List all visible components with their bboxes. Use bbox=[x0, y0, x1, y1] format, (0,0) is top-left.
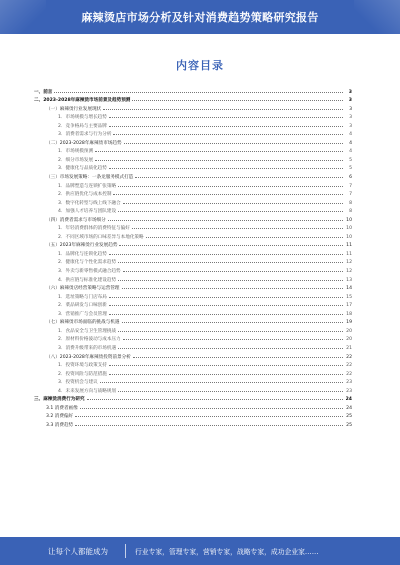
footer-slogan: 让每个人都能成为 bbox=[48, 547, 108, 556]
toc-entry-label: 2．不同区域市场的口味差异与本地化策略 bbox=[58, 234, 144, 240]
toc-entry-label: 1．选址策略与门店布局 bbox=[58, 294, 107, 300]
toc-dot-leader bbox=[123, 270, 343, 272]
toc-entry[interactable] bbox=[34, 317, 352, 326]
toc-entry-page: 12 bbox=[346, 269, 352, 275]
toc-entry-label: 3．健康化与品质化趋势 bbox=[58, 166, 107, 172]
toc-dot-leader bbox=[113, 193, 343, 195]
toc-dot-leader bbox=[122, 321, 343, 323]
toc-dot-leader bbox=[100, 381, 343, 383]
toc-entry-page: 3 bbox=[349, 106, 352, 112]
toc-entry-label: 2．原材料价格波动与成本压力 bbox=[58, 337, 121, 343]
toc-dot-leader bbox=[124, 142, 343, 144]
toc-entry[interactable] bbox=[34, 360, 352, 369]
toc-dot-leader bbox=[95, 150, 343, 152]
toc-entry-page: 13 bbox=[346, 277, 352, 283]
toc-entry[interactable] bbox=[34, 240, 352, 249]
report-header bbox=[0, 0, 400, 34]
toc-entry-label: 3．消费升级带来的市场机遇 bbox=[58, 345, 117, 351]
page-footer bbox=[0, 537, 400, 565]
toc-entry[interactable] bbox=[34, 171, 352, 180]
toc-entry-label: （五）2023年麻辣烫行业发展趋势 bbox=[46, 243, 118, 249]
toc-dot-leader bbox=[118, 210, 343, 212]
toc-dot-leader bbox=[118, 390, 343, 392]
toc-entry-page: 3 bbox=[348, 98, 352, 104]
toc-dot-leader bbox=[146, 236, 343, 238]
toc-entry-label: 4．加强人才培养与团队建设 bbox=[58, 209, 117, 215]
toc-dot-leader bbox=[123, 338, 343, 340]
toc-entry-label: 3．外卖与新零售模式融合趋势 bbox=[58, 269, 121, 275]
toc-entry[interactable] bbox=[34, 257, 352, 266]
toc-entry[interactable] bbox=[34, 197, 352, 206]
toc-entry-label: 2．健康化与个性化需求趋势 bbox=[58, 260, 117, 266]
toc-dot-leader bbox=[109, 125, 343, 127]
toc-entry-label: 1．年轻消费群体的消费特征与偏好 bbox=[58, 226, 130, 232]
toc-entry-label: 1．市场规模与增长趋势 bbox=[58, 115, 107, 121]
toc-dot-leader bbox=[109, 304, 343, 306]
table-of-contents bbox=[34, 86, 352, 428]
toc-entry-page: 10 bbox=[346, 217, 352, 223]
toc-entry-page: 6 bbox=[349, 175, 352, 181]
toc-dot-leader bbox=[109, 167, 343, 169]
toc-dot-leader bbox=[95, 159, 343, 161]
toc-entry[interactable] bbox=[34, 137, 352, 146]
toc-entry[interactable] bbox=[34, 411, 352, 420]
toc-entry-label: （六）麻辣烫店经营策略与运营管理 bbox=[46, 286, 120, 292]
footer-roles: 行业专家，管理专家，营销专家，战略专家，成功企业家…… bbox=[135, 548, 319, 556]
toc-entry-page: 11 bbox=[346, 243, 352, 249]
toc-dot-leader bbox=[123, 202, 343, 204]
toc-dot-leader bbox=[132, 227, 343, 229]
toc-dot-leader bbox=[108, 219, 343, 221]
toc-entry-label: 3.2 消费偏好 bbox=[46, 414, 74, 420]
toc-entry-page: 4 bbox=[349, 132, 352, 138]
toc-entry-label: 3．消费者需求与行为分析 bbox=[58, 132, 112, 138]
toc-entry-page: 18 bbox=[346, 311, 352, 317]
toc-dot-leader bbox=[87, 398, 343, 400]
toc-entry[interactable] bbox=[34, 300, 352, 309]
toc-entry-page: 7 bbox=[349, 192, 352, 198]
toc-entry[interactable] bbox=[34, 120, 352, 129]
toc-entry-page: 17 bbox=[346, 303, 352, 309]
toc-entry-page: 24 bbox=[346, 405, 352, 411]
toc-entry-page: 3 bbox=[348, 89, 352, 95]
toc-entry-label: 3.3 消费趋势 bbox=[46, 422, 74, 428]
toc-entry[interactable] bbox=[34, 377, 352, 386]
toc-entry[interactable] bbox=[34, 402, 352, 411]
toc-entry-page: 20 bbox=[346, 328, 352, 334]
toc-entry-page: 15 bbox=[346, 294, 352, 300]
toc-entry-page: 3 bbox=[349, 123, 352, 129]
toc-dot-leader bbox=[109, 313, 343, 315]
toc-entry-page: 5 bbox=[349, 157, 352, 163]
toc-entry-label: 一、前言 bbox=[34, 89, 53, 95]
toc-entry-page: 10 bbox=[346, 234, 352, 240]
toc-entry[interactable] bbox=[34, 308, 352, 317]
toc-dot-leader bbox=[109, 373, 343, 375]
toc-entry-label: 1．品牌塑造与连锁扩张策略 bbox=[58, 183, 117, 189]
toc-dot-leader bbox=[122, 287, 343, 289]
toc-entry-page: 21 bbox=[346, 345, 352, 351]
toc-dot-leader bbox=[118, 347, 343, 349]
toc-entry-page: 22 bbox=[346, 363, 352, 369]
toc-dot-leader bbox=[118, 330, 343, 332]
toc-entry-label: 1．品牌化与连锁化趋势 bbox=[58, 251, 107, 257]
toc-dot-leader bbox=[109, 253, 343, 255]
toc-entry-page: 23 bbox=[346, 388, 352, 394]
toc-entry-page: 5 bbox=[349, 166, 352, 172]
toc-entry-label: 二、2023-2028年麻辣烫市场前景及趋势预测 bbox=[34, 98, 131, 104]
toc-dot-leader bbox=[132, 99, 343, 101]
toc-entry-label: 4．供应链与标准化建设趋势 bbox=[58, 277, 117, 283]
toc-entry[interactable] bbox=[34, 112, 352, 121]
toc-entry[interactable] bbox=[34, 248, 352, 257]
toc-entry[interactable] bbox=[34, 95, 352, 104]
toc-entry-label: （一）麻辣烫行业发展现状 bbox=[46, 106, 102, 112]
toc-entry[interactable] bbox=[34, 129, 352, 138]
toc-entry-label: 2．投资风险与防范措施 bbox=[58, 371, 107, 377]
toc-entry-page: 22 bbox=[346, 371, 352, 377]
toc-dot-leader bbox=[103, 108, 343, 110]
toc-entry-page: 19 bbox=[346, 320, 352, 326]
toc-entry-label: 2．菜品研发与口味创新 bbox=[58, 303, 107, 309]
toc-title: 内容目录 bbox=[176, 59, 224, 72]
toc-dot-leader bbox=[135, 176, 343, 178]
toc-entry-label: 3．营销推广与会员管理 bbox=[58, 311, 107, 317]
toc-entry[interactable] bbox=[34, 214, 352, 223]
toc-entry[interactable] bbox=[34, 231, 352, 240]
toc-entry-label: 3.1 消费者画像 bbox=[46, 405, 78, 411]
toc-entry-page: 25 bbox=[346, 422, 352, 428]
toc-entry[interactable] bbox=[34, 334, 352, 343]
toc-entry-page: 11 bbox=[346, 251, 352, 257]
toc-entry[interactable] bbox=[34, 385, 352, 394]
toc-dot-leader bbox=[109, 364, 343, 366]
toc-dot-leader bbox=[80, 407, 343, 409]
toc-dot-leader bbox=[109, 116, 343, 118]
toc-dot-leader bbox=[109, 296, 343, 298]
toc-entry-page: 20 bbox=[346, 337, 352, 343]
toc-entry-label: （八）2023-2028年麻辣烫投资前景分析 bbox=[46, 354, 131, 360]
toc-dot-leader bbox=[118, 279, 343, 281]
toc-entry-label: （二）2023-2028年麻辣烫市场趋势 bbox=[46, 140, 122, 146]
toc-entry[interactable] bbox=[34, 325, 352, 334]
toc-entry[interactable] bbox=[34, 265, 352, 274]
toc-entry-page: 12 bbox=[346, 260, 352, 266]
toc-entry-label: 1．市场规模预测 bbox=[58, 149, 94, 155]
toc-entry-label: 1．食品安全与卫生管理挑战 bbox=[58, 328, 117, 334]
toc-entry[interactable] bbox=[34, 283, 352, 292]
toc-entry-label: 2．供应链优化与成本控制 bbox=[58, 192, 112, 198]
report-title: 麻辣烫店市场分析及针对消费趋势策略研究报告 bbox=[81, 11, 319, 24]
toc-entry-label: 3．投资机会与建议 bbox=[58, 380, 98, 386]
toc-entry[interactable] bbox=[34, 419, 352, 428]
toc-entry[interactable] bbox=[34, 223, 352, 232]
toc-dot-leader bbox=[75, 415, 343, 417]
toc-entry[interactable] bbox=[34, 154, 352, 163]
toc-entry-page: 24 bbox=[345, 397, 352, 403]
toc-entry-page: 7 bbox=[349, 183, 352, 189]
toc-dot-leader bbox=[118, 185, 343, 187]
toc-entry-page: 4 bbox=[349, 140, 352, 146]
toc-entry[interactable] bbox=[34, 206, 352, 215]
toc-entry[interactable] bbox=[34, 368, 352, 377]
toc-entry[interactable] bbox=[34, 180, 352, 189]
toc-entry-label: 1．投资环境与政策支持 bbox=[58, 363, 107, 369]
toc-entry-page: 25 bbox=[346, 414, 352, 420]
toc-entry[interactable] bbox=[34, 86, 352, 95]
toc-entry-page: 4 bbox=[349, 149, 352, 155]
toc-entry-label: （四）消费者需求与市场细分 bbox=[46, 217, 106, 223]
toc-dot-leader bbox=[133, 356, 343, 358]
toc-dot-leader bbox=[113, 133, 343, 135]
toc-entry[interactable] bbox=[34, 103, 352, 112]
header-decoration-right bbox=[354, 0, 400, 34]
toc-entry-page: 3 bbox=[349, 115, 352, 121]
toc-entry[interactable] bbox=[34, 189, 352, 198]
footer-divider bbox=[125, 544, 126, 558]
toc-entry-page: 14 bbox=[346, 286, 352, 292]
toc-entry[interactable] bbox=[34, 342, 352, 351]
toc-entry-label: 3．数字化转型与线上线下融合 bbox=[58, 200, 121, 206]
toc-entry[interactable] bbox=[34, 274, 352, 283]
toc-entry-label: （三）市场发展策略：一条龙服务模式打造 bbox=[46, 175, 134, 181]
toc-entry[interactable] bbox=[34, 351, 352, 360]
toc-dot-leader bbox=[118, 261, 343, 263]
toc-entry-page: 22 bbox=[346, 354, 352, 360]
toc-entry-page: 10 bbox=[346, 226, 352, 232]
toc-entry[interactable] bbox=[34, 163, 352, 172]
toc-entry-page: 8 bbox=[349, 200, 352, 206]
toc-entry[interactable] bbox=[34, 394, 352, 403]
toc-entry-label: 2．竞争格局与主要品牌 bbox=[58, 123, 107, 129]
toc-entry-label: 三、麻辣烫消费行为研究 bbox=[34, 397, 85, 403]
toc-entry[interactable] bbox=[34, 146, 352, 155]
toc-entry-label: 4．未来发展方向与战略规划 bbox=[58, 388, 117, 394]
toc-dot-leader bbox=[54, 91, 343, 93]
toc-dot-leader bbox=[75, 424, 343, 426]
toc-entry-page: 8 bbox=[349, 209, 352, 215]
toc-entry-page: 23 bbox=[346, 380, 352, 386]
toc-entry-label: 2．细分市场发展 bbox=[58, 157, 94, 163]
toc-dot-leader bbox=[119, 244, 343, 246]
toc-entry-label: （七）麻辣烫市场面临的挑战与机遇 bbox=[46, 320, 120, 326]
toc-entry[interactable] bbox=[34, 291, 352, 300]
